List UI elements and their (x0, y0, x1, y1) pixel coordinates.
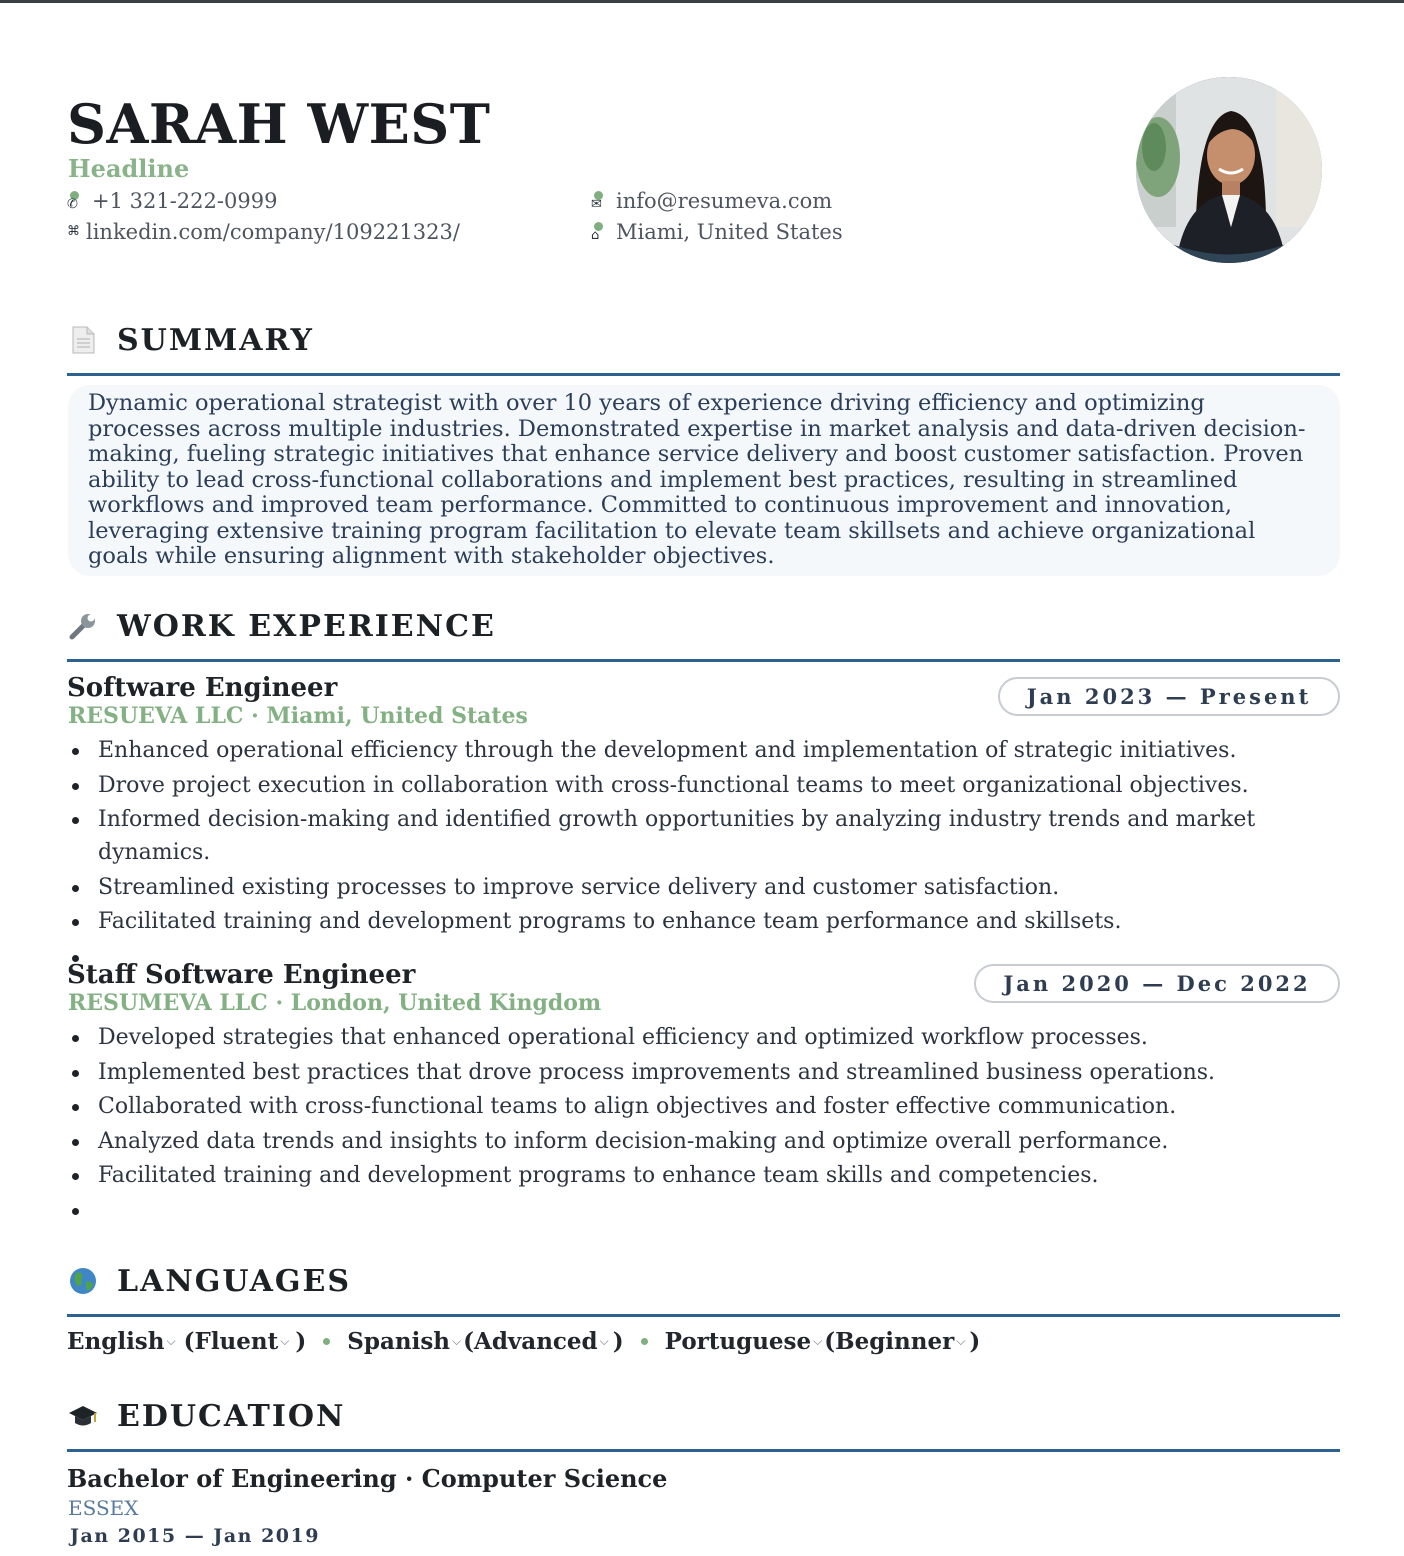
summary-title: SUMMARY (117, 323, 314, 358)
email-icon: ✉ (590, 189, 610, 213)
list-item[interactable]: Analyzed data trends and insights to inform decision-making and optimize overall performance. (67, 1125, 1307, 1158)
contact-location[interactable] (590, 220, 843, 244)
education-title: EDUCATION (117, 1399, 346, 1434)
phone-icon: ✆ (66, 189, 86, 213)
profile-photo-image (1136, 77, 1322, 263)
language-item[interactable]: English ⌵ ( Fluent ⌵ ) (67, 1328, 307, 1355)
chevron-down-icon[interactable]: ⌵ (956, 1334, 966, 1348)
job-1-company[interactable]: RESUEVA LLC · Miami, United States (68, 703, 528, 729)
job-2-title[interactable]: Staff Software Engineer (67, 960, 416, 990)
list-item[interactable]: Facilitated training and development programs to enhance team performance and skillsets. (67, 905, 1307, 938)
location-text: Miami, United States (616, 220, 843, 244)
language-name[interactable]: Portuguese (664, 1328, 812, 1355)
language-name[interactable]: Spanish (347, 1328, 450, 1355)
education-school[interactable]: ESSEX (68, 1496, 139, 1520)
chevron-down-icon[interactable]: ⌵ (599, 1334, 609, 1348)
profile-photo[interactable] (1136, 77, 1322, 263)
education-dates[interactable]: Jan 2015 — Jan 2019 (70, 1525, 320, 1547)
list-item[interactable]: Collaborated with cross-functional teams to align objectives and foster effective communication. (67, 1090, 1307, 1123)
experience-rule (67, 659, 1340, 662)
job-2-bullets (67, 1021, 1307, 1228)
list-item[interactable]: Implemented best practices that drove process improvements and streamlined business operations. (67, 1056, 1307, 1089)
headline[interactable]: Headline (68, 154, 190, 183)
language-item[interactable]: Portuguese ⌵ ( Beginner ⌵ ) (664, 1328, 981, 1355)
list-item[interactable]: Facilitated training and development programs to enhance team skills and competencies. (67, 1159, 1307, 1192)
summary-text[interactable]: Dynamic operational strategist with over 10 years of experience driving efficiency and optimizing processes across multiple industries. Demonstrated expertise in market analysis and data-driven decision-making, fueling strategic initiatives that enhance service delivery and boost customer satisfaction. Proven ability to lead cross-functional collaborations and implement best practices, resulting in streamlined workflows and improved team performance. Committed to continuous improvement and innovation, leveraging extensive training program facilitation to elevate team skillsets and achieve organizational goals while ensuring alignment with stakeholder objectives. (68, 385, 1340, 576)
languages-list (67, 1328, 980, 1355)
location-pin-icon: ⌂ (590, 220, 610, 244)
language-level[interactable]: Advanced (474, 1328, 598, 1355)
list-item[interactable]: Streamlined existing processes to improve service delivery and customer satisfaction. (67, 871, 1307, 904)
contact-phone[interactable] (66, 189, 277, 213)
document-icon (67, 325, 99, 357)
education-degree[interactable]: Bachelor of Engineering · Computer Science (67, 1464, 668, 1493)
job-1-dates[interactable]: Jan 2023 — Present (998, 677, 1340, 716)
experience-title: WORK EXPERIENCE (117, 609, 496, 644)
language-level[interactable]: Beginner (835, 1328, 955, 1355)
contact-linkedin[interactable] (66, 220, 460, 244)
list-item[interactable]: Developed strategies that enhanced operational efficiency and optimized workflow processes. (67, 1021, 1307, 1054)
graduation-cap-icon (67, 1401, 99, 1433)
languages-heading (67, 1264, 351, 1299)
separator-dot (323, 1338, 330, 1345)
summary-rule (67, 373, 1340, 376)
language-level[interactable]: Fluent (194, 1328, 279, 1355)
list-item[interactable]: Informed decision-making and identified growth opportunities by analyzing industry trends and market dynamics. (67, 803, 1307, 869)
job-2-dates[interactable]: Jan 2020 — Dec 2022 (974, 964, 1340, 1003)
phone-text: +1 321-222-0999 (92, 189, 278, 213)
chevron-down-icon[interactable]: ⌵ (166, 1334, 176, 1348)
education-heading (67, 1399, 345, 1434)
email-text: info@resumeva.com (616, 189, 833, 213)
list-item-empty[interactable] (67, 1194, 1307, 1227)
candidate-name: SARAH WEST (67, 92, 491, 156)
language-name[interactable]: English (67, 1328, 165, 1355)
education-rule (67, 1449, 1340, 1452)
languages-rule (67, 1314, 1340, 1317)
globe-icon (67, 1266, 99, 1298)
job-1-bullets (67, 734, 1307, 940)
top-border (0, 0, 1404, 3)
chevron-down-icon[interactable]: ⌵ (452, 1334, 462, 1348)
linkedin-text: linkedin.com/company/109221323/ (86, 220, 460, 244)
experience-heading (67, 609, 496, 644)
wrench-icon (67, 611, 99, 643)
list-item[interactable]: Enhanced operational efficiency through the development and implementation of strategic initiatives. (67, 734, 1307, 767)
link-icon: ⌘ (67, 224, 80, 239)
separator-dot (641, 1338, 648, 1345)
list-item[interactable]: Drove project execution in collaboration with cross-functional teams to meet organizational objectives. (67, 769, 1307, 802)
languages-title: LANGUAGES (117, 1264, 352, 1299)
summary-heading (67, 323, 314, 358)
chevron-down-icon[interactable]: ⌵ (813, 1334, 823, 1348)
contact-email[interactable] (590, 189, 832, 213)
job-1-title[interactable]: Software Engineer (67, 673, 338, 703)
job-2-company[interactable]: RESUMEVA LLC · London, United Kingdom (68, 990, 602, 1016)
language-item[interactable]: Spanish ⌵ ( Advanced ⌵ ) (347, 1328, 624, 1355)
chevron-down-icon[interactable]: ⌵ (280, 1334, 290, 1348)
